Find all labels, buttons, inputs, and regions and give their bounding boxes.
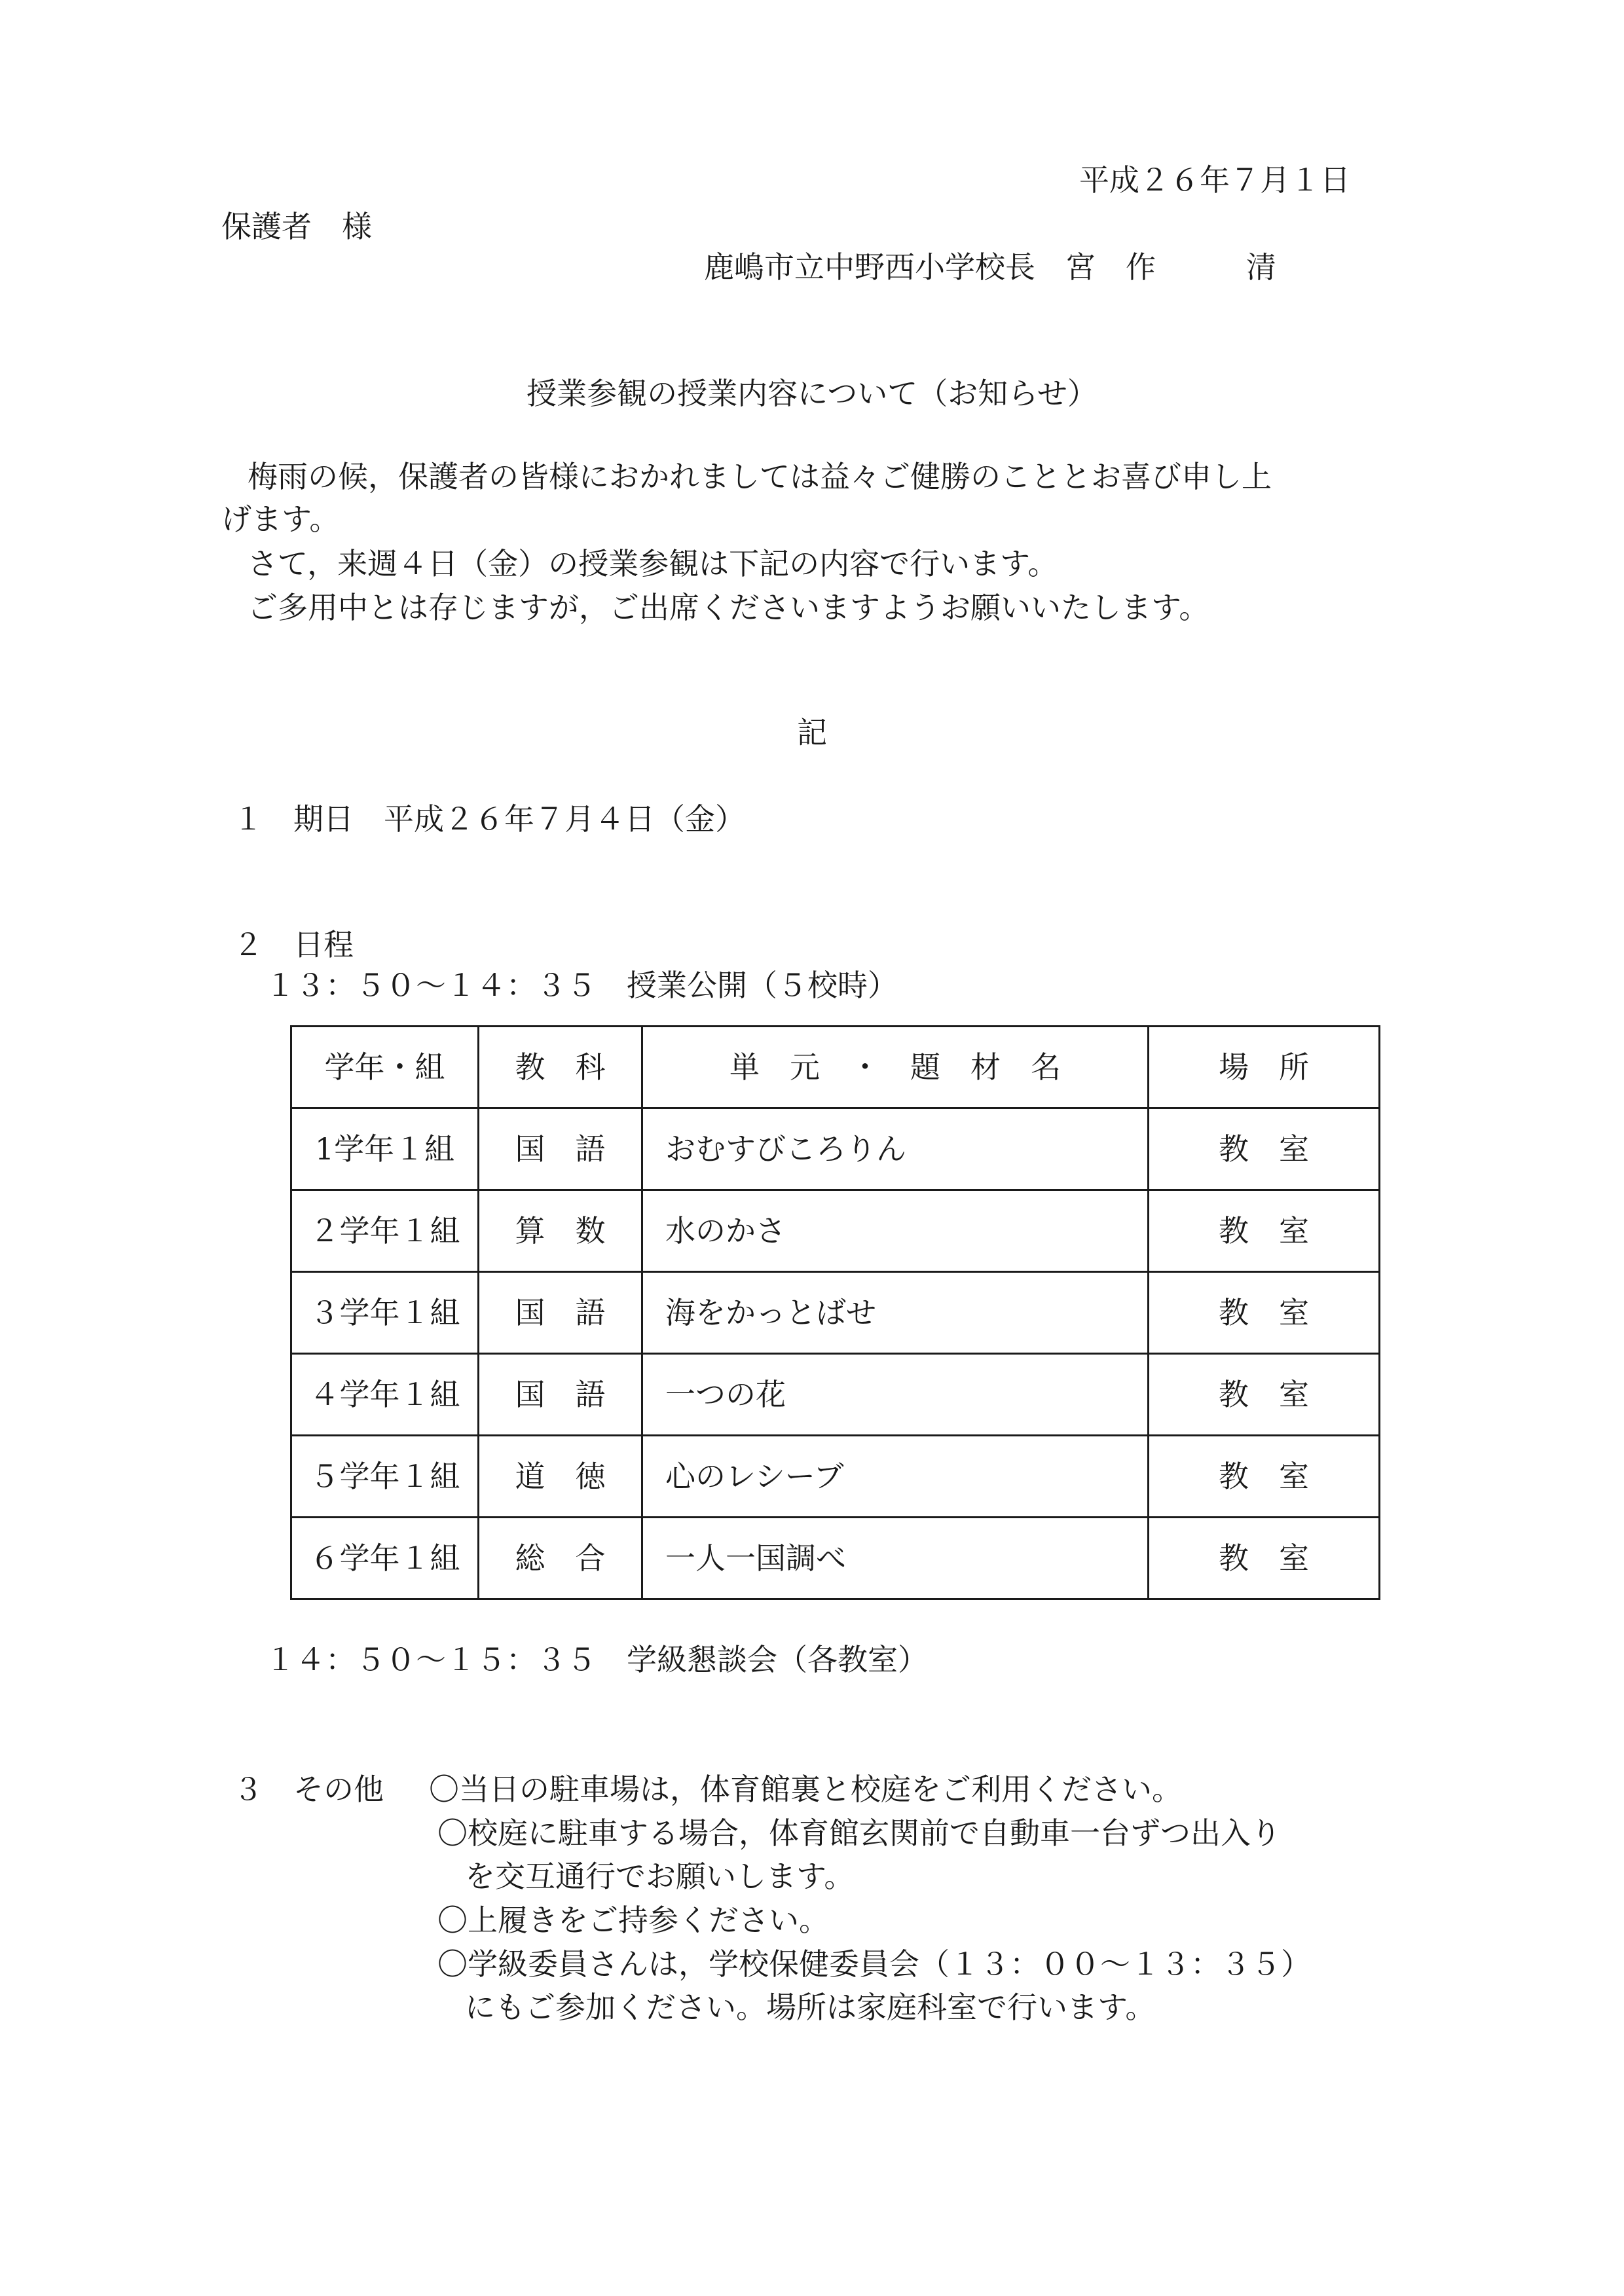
table-row xyxy=(291,1354,1380,1436)
schedule-time-open-class: １３：５０～１４：３５ 授業公開（５校時） xyxy=(265,968,898,1003)
sender: 鹿嶋市立中野西小学校長 宮 作 清 xyxy=(704,249,1276,285)
cell-grade-class: ２学年１組 xyxy=(291,1190,479,1272)
cell-unit: 一人一国調べ xyxy=(642,1518,1149,1599)
table-row xyxy=(291,1436,1380,1518)
cell-unit: 海をかっとばせ xyxy=(642,1272,1149,1354)
cell-place: 教 室 xyxy=(1149,1108,1380,1190)
other-item-committee-line-1: 〇学級委員さんは，学校保健委員会（１３：００～１３：３５） xyxy=(437,1946,1311,1982)
cell-place: 教 室 xyxy=(1149,1190,1380,1272)
cell-subject: 国 語 xyxy=(479,1272,642,1354)
body-paragraph-2: さて，来週４日（金）の授業参観は下記の内容で行います。 xyxy=(248,546,1058,581)
table-row xyxy=(291,1108,1380,1190)
addressee: 保護者 様 xyxy=(221,209,372,244)
cell-unit: 水のかさ xyxy=(642,1190,1149,1272)
cell-place: 教 室 xyxy=(1149,1354,1380,1436)
cell-place: 教 室 xyxy=(1149,1272,1380,1354)
section-schedule-heading: ２ 日程 xyxy=(233,927,354,962)
header-unit: 単 元 ・ 題 材 名 xyxy=(642,1027,1149,1108)
document-title: 授業参観の授業内容について（お知らせ） xyxy=(526,376,1098,411)
table-row xyxy=(291,1190,1380,1272)
table-row xyxy=(291,1272,1380,1354)
document-date: 平成２６年７月１日 xyxy=(1079,162,1350,198)
cell-subject: 国 語 xyxy=(479,1108,642,1190)
cell-grade-class: 1学年１組 xyxy=(291,1108,479,1190)
header-subject: 教 科 xyxy=(479,1027,642,1108)
section-date: １ 期日 平成２６年７月４日（金） xyxy=(233,801,745,837)
section-other-heading: ３ その他 xyxy=(233,1772,384,1807)
cell-place: 教 室 xyxy=(1149,1518,1380,1599)
table-row xyxy=(291,1518,1380,1599)
cell-place: 教 室 xyxy=(1149,1436,1380,1518)
body-paragraph-1-line-1: 梅雨の候，保護者の皆様におかれましては益々ご健勝のこととお喜び申し上 xyxy=(248,459,1272,494)
other-item-parking: 〇当日の駐車場は，体育館裏と校庭をご利用ください。 xyxy=(429,1772,1182,1807)
cell-subject: 総 合 xyxy=(479,1518,642,1599)
other-item-indoor-shoes: 〇上履きをご持参ください。 xyxy=(437,1903,829,1938)
schedule-time-meeting: １４：５０～１５：３５ 学級懇談会（各教室） xyxy=(265,1642,928,1677)
cell-unit: 一つの花 xyxy=(642,1354,1149,1436)
header-grade-class: 学年・組 xyxy=(291,1027,479,1108)
body-paragraph-1-line-2: げます。 xyxy=(221,501,340,537)
body-paragraph-3: ご多用中とは存じますが，ご出席くださいますようお願いいたします。 xyxy=(248,590,1209,625)
other-item-schoolyard-line-2: を交互通行でお願いします。 xyxy=(465,1859,855,1894)
cell-unit: おむすびころりん xyxy=(642,1108,1149,1190)
cell-subject: 算 数 xyxy=(479,1190,642,1272)
other-item-schoolyard-line-1: 〇校庭に駐車する場合，体育館玄関前で自動車一台ずつ出入り xyxy=(437,1815,1281,1851)
table-header-row xyxy=(291,1027,1380,1108)
cell-grade-class: ５学年１組 xyxy=(291,1436,479,1518)
schedule-table xyxy=(290,1025,1380,1600)
cell-subject: 国 語 xyxy=(479,1354,642,1436)
cell-grade-class: ３学年１組 xyxy=(291,1272,479,1354)
ki-heading: 記 xyxy=(797,715,827,750)
header-place: 場 所 xyxy=(1149,1027,1380,1108)
cell-grade-class: ４学年１組 xyxy=(291,1354,479,1436)
cell-grade-class: ６学年１組 xyxy=(291,1518,479,1599)
cell-unit: 心のレシーブ xyxy=(642,1436,1149,1518)
other-item-committee-line-2: にもご参加ください。場所は家庭科室で行います。 xyxy=(465,1990,1156,2025)
cell-subject: 道 徳 xyxy=(479,1436,642,1518)
